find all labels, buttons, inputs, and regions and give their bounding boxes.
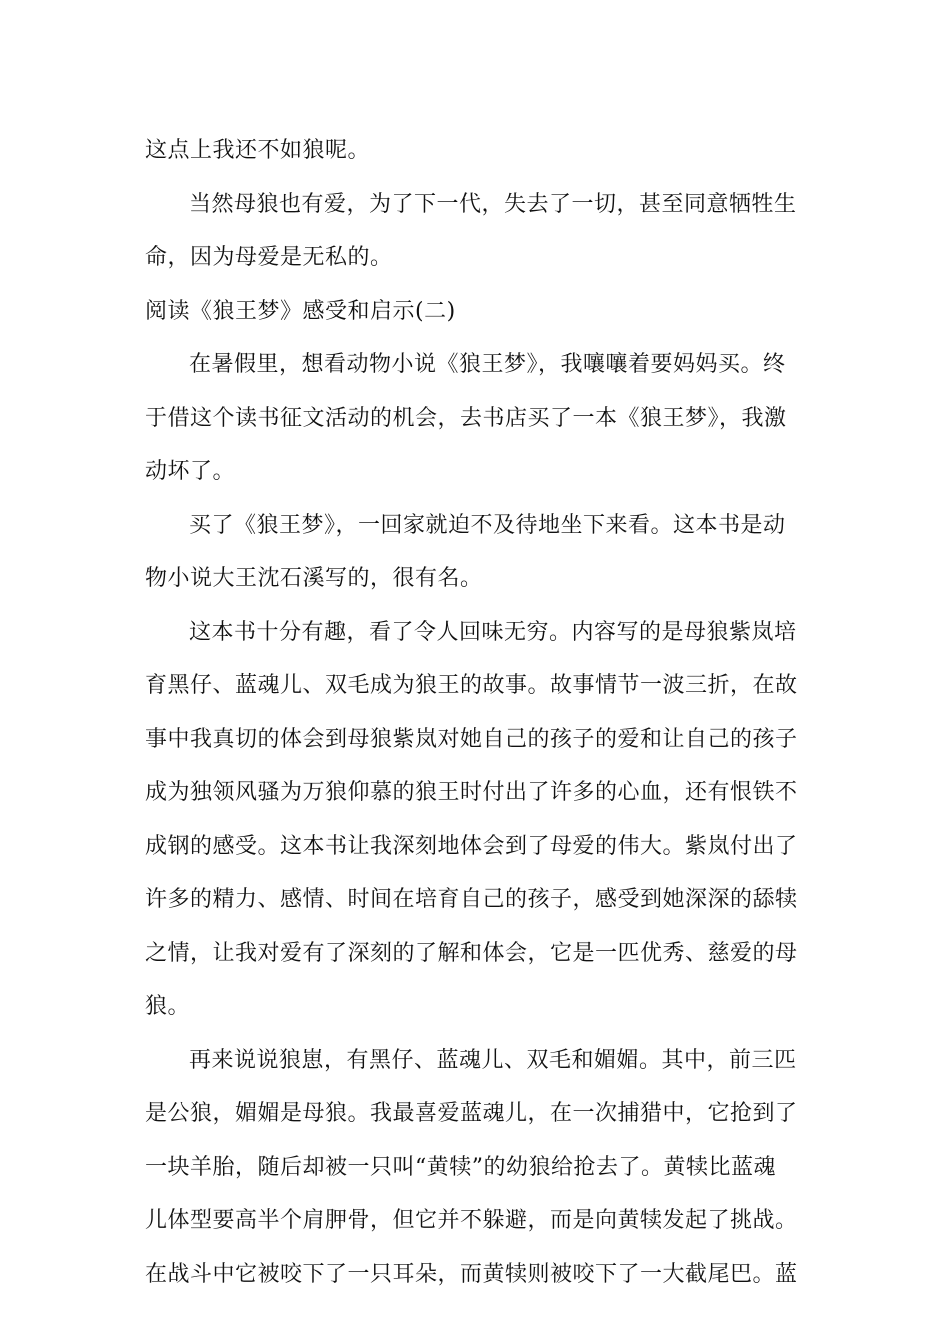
- paragraph-start-line: 这本书十分有趣，看了令人回味无穷。内容写的是母狼紫岚培: [189, 619, 797, 645]
- text-line: 动坏了。: [145, 459, 236, 484]
- text-line: 事中我真切的体会到母狼紫岚对她自己的孩子的爱和让自己的孩子: [145, 726, 798, 752]
- paragraph-start-line: 再来说说狼崽，有黑仔、蓝魂儿、双毛和媚媚。其中，前三匹: [189, 1047, 797, 1073]
- text-line: 狼。: [145, 994, 191, 1019]
- paragraph-start-line: 在暑假里，想看动物小说《狼王梦》，我嚷嚷着要妈妈买。终: [189, 352, 786, 377]
- document-page: [145, 131, 805, 1308]
- text-line: 一块羊胎，随后却被一只叫“黄犊”的幼狼给抢去了。黄犊比蓝魂: [145, 1154, 776, 1180]
- text-line: 是公狼，媚媚是母狼。我最喜爱蓝魂儿，在一次捕猎中，它抢到了: [145, 1101, 798, 1126]
- text-line: 成为独领风骚为万狼仰慕的狼王时付出了许多的心血，还有恨铁不: [145, 780, 798, 805]
- text-line: 成钢的感受。这本书让我深刻地体会到了母爱的伟大。紫岚付出了: [145, 833, 798, 859]
- paragraph-start-line: 买了《狼王梦》，一回家就迫不及待地坐下来看。这本书是动: [189, 512, 786, 538]
- text-line: 物小说大王沈石溪写的，很有名。: [145, 566, 483, 591]
- text-line: 命，因为母爱是无私的。: [145, 245, 393, 270]
- text-line: 这点上我还不如狼呢。: [145, 138, 371, 163]
- text-line: 许多的精力、感情、时间在培育自己的孩子，感受到她深深的舔犊: [145, 887, 798, 912]
- text-line: 育黑仔、蓝魂儿、双毛成为狼王的故事。故事情节一波三折，在故: [145, 673, 798, 698]
- paragraph-start-line: 当然母狼也有爱，为了下一代，失去了一切，甚至同意牺牲生: [189, 191, 797, 217]
- text-line: 儿体型要高半个肩胛骨，但它并不躲避，而是向黄犊发起了挑战。: [145, 1208, 798, 1233]
- section-heading: 阅读《狼王梦》感受和启示(二): [145, 298, 456, 324]
- text-line: 之情，让我对爱有了深刻的了解和体会，它是一匹优秀、慈爱的母: [145, 940, 798, 966]
- text-line: 在战斗中它被咬下了一只耳朵，而黄犊则被咬下了一大截尾巴。蓝: [145, 1261, 798, 1287]
- text-line: 于借这个读书征文活动的机会，去书店买了一本《狼王梦》，我激: [145, 405, 787, 431]
